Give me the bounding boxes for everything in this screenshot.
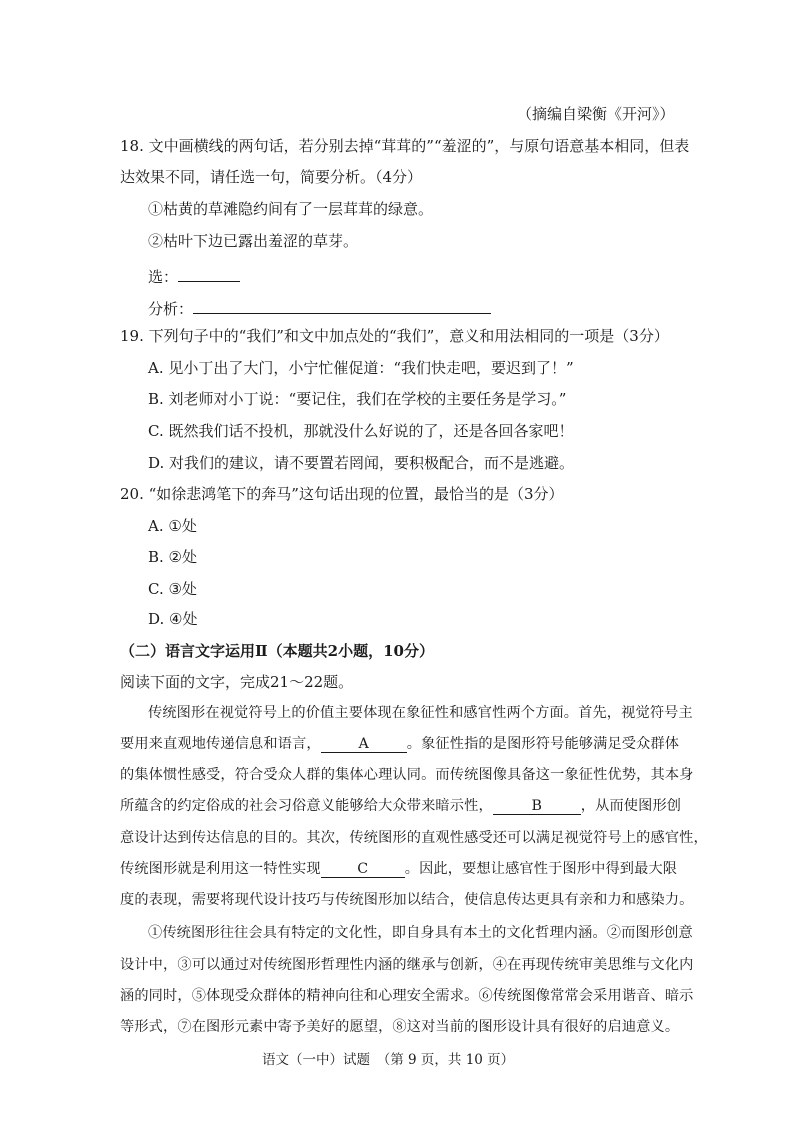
q20-option-d: D. ④处 — [148, 610, 198, 628]
q18-analysis-blank[interactable] — [193, 295, 491, 314]
q20-stem: 20. “如徐悲鸿笔下的奔马”这句话出现的位置，最恰当的是（3分） — [120, 485, 564, 503]
passage-p1-line1: 传统图形在视觉符号上的价值主要体现在象征性和感官性两个方面。首先，视觉符号主 — [148, 705, 693, 721]
passage-p1-line6 — [120, 859, 677, 879]
passage-p2-line4: 等形式，⑦在图形元素中寄予美好的愿望，⑧这对当前的图形设计具有很好的启迪意义。 — [120, 1019, 680, 1035]
q19-option-b: B. 刘老师对小丁说：“要记住，我们在学校的主要任务是学习。” — [148, 390, 567, 408]
passage-p1-line4 — [120, 796, 681, 816]
q18-choose-label: 选： — [148, 268, 179, 286]
q18-analysis-label: 分析： — [148, 300, 194, 318]
section-title: （二）语言文字运用Ⅱ（本题共2小题，10分） — [120, 642, 434, 660]
q19-option-c: C. 既然我们话不投机，那就没什么好说的了，还是各回各家吧！ — [148, 422, 574, 440]
source-citation: （摘编自梁衡《开河》） — [517, 105, 675, 123]
page-footer: 语文（一中）试题 （第 9 页，共 10 页） — [262, 1052, 515, 1068]
passage-p1-line6-start: 传统图形就是利用这一特性实现 — [120, 861, 321, 877]
passage-p2-line3: 涵的同时，⑤体现受众群体的精神向往和心理安全需求。⑥传统图像常常会采用谐音、暗示 — [120, 988, 694, 1004]
q18-analysis-row — [148, 295, 491, 319]
passage-p1-line2 — [120, 734, 679, 754]
passage-p1-line2-end: 。象征性指的是图形符号能够满足受众群体 — [406, 736, 680, 752]
passage-p1-line7: 度的表现，需要将现代设计技巧与传统图形加以结合，使信息传达更具有亲和力和感染力。 — [120, 892, 694, 908]
q18-stem-line2: 达效果不同，请任选一句，简要分析。（4分） — [120, 168, 423, 186]
passage-p1-line2-start: 要用来直观地传递信息和语言， — [120, 736, 321, 752]
q18-choose-row — [148, 263, 240, 287]
blank-c[interactable]: C — [321, 859, 405, 878]
q18-sentence-1: ①枯黄的草滩隐约间有了一层茸茸的绿意。 — [148, 200, 434, 218]
q19-option-d: D. 对我们的建议，请不要置若罔闻，要积极配合，而不是逃避。 — [148, 454, 575, 472]
q19-option-a: A. 见小丁出了大门，小宁忙催促道：“我们快走吧，要迟到了！” — [148, 359, 574, 377]
passage-p1-line3: 的集体惯性感受，符合受众人群的集体心理认同。而传统图像具备这一象征性优势，其本身 — [120, 767, 694, 783]
q18-sentence-2: ②枯叶下边已露出羞涩的草芽。 — [148, 232, 359, 250]
passage-p1-line4-start: 所蕴含的约定俗成的社会习俗意义能够给大众带来暗示性， — [120, 798, 493, 814]
blank-a[interactable]: A — [321, 734, 407, 753]
q20-option-a: A. ①处 — [148, 517, 197, 535]
blank-b[interactable]: B — [493, 796, 581, 815]
q20-option-b: B. ②处 — [148, 548, 198, 566]
passage-p1-line4-end: ，从而使图形创 — [580, 798, 682, 814]
passage-p2-line2: 设计中，③可以通过对传统图形哲理性内涵的继承与创新，④在再现传统审美思维与文化内 — [120, 957, 694, 973]
passage-p1-line5: 意设计达到传达信息的目的。其次，传统图形的直观性感受还可以满足视觉符号上的感官性， — [120, 830, 708, 846]
q18-stem-line1: 18. 文中画横线的两句话，若分别去掉“茸茸的”“羞涩的”，与原句语意基本相同，但表 — [120, 137, 690, 155]
q18-choose-blank[interactable] — [178, 263, 240, 282]
passage-p2-line1: ①传统图形往往会具有特定的文化性，即自身具有本土的文化哲理内涵。②而图形创意 — [148, 925, 693, 941]
section-instruction: 阅读下面的文字，完成21～22题。 — [120, 673, 354, 691]
q19-stem: 19. 下列句子中的“我们”和文中加点处的“我们”，意义和用法相同的一项是（3分） — [120, 327, 669, 345]
q20-option-c: C. ③处 — [148, 580, 197, 598]
passage-p1-line6-end: 。因此，要想让感官性于图形中得到最大限 — [404, 861, 678, 877]
